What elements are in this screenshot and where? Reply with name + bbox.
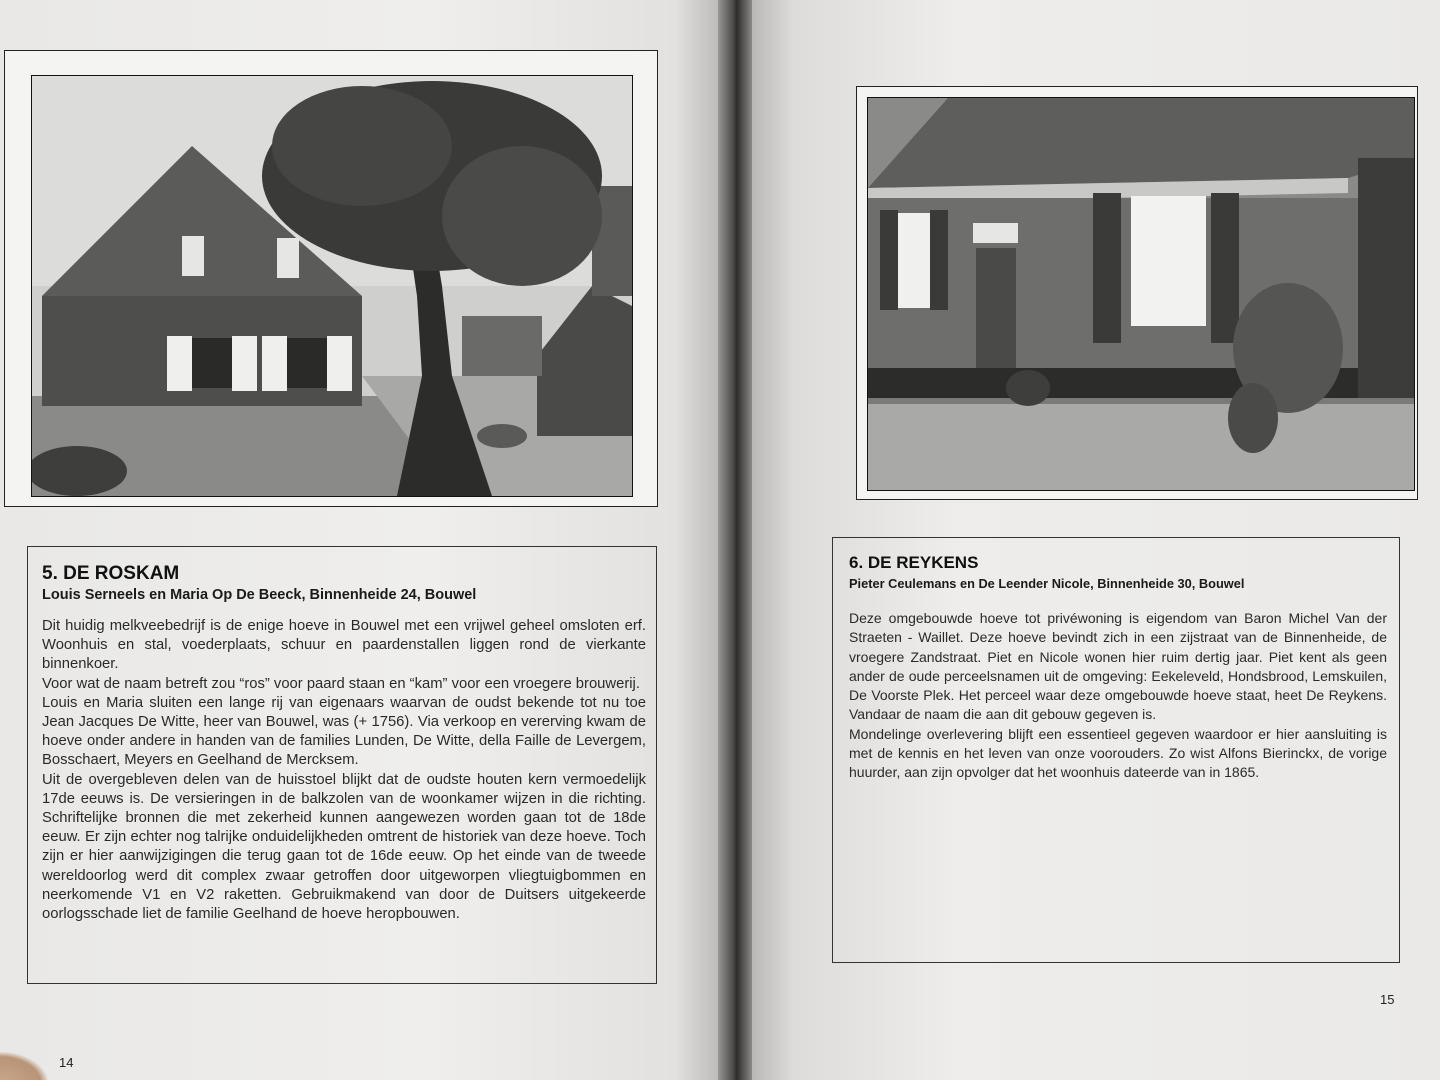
section-subtitle: Pieter Ceulemans en De Leender Nicole, Binnenheide 30, Bouwel bbox=[849, 576, 1245, 591]
de-reykens-photo bbox=[867, 97, 1415, 491]
left-page bbox=[0, 0, 718, 1080]
right-page bbox=[752, 0, 1440, 1080]
book-gutter bbox=[718, 0, 752, 1080]
de-reykens-photo-image bbox=[868, 98, 1414, 490]
de-roskam-text-box bbox=[27, 546, 657, 984]
de-roskam-photo bbox=[31, 75, 633, 497]
section-body bbox=[42, 617, 646, 924]
right-photo-frame bbox=[856, 86, 1418, 500]
left-photo-frame bbox=[4, 50, 658, 507]
section-title: 6. DE REYKENS bbox=[849, 553, 979, 572]
thumb bbox=[0, 1052, 48, 1080]
de-reykens-text-box bbox=[832, 537, 1400, 963]
paragraph: Uit de overgebleven delen van de huisstoel blijkt dat de oudste houten kern vermoedelijk 17de eeuws is. De versieringen in de balkzolen van de woonkamer wijzen in die richting. Schriftelijke bronnen die met zekerheid kunnen aangewezen worden gaan tot de 18de eeuw. Er zijn echter nog talrijke onduidelijkheden omtrent de historiek van deze hoeve. Toch zijn er hier aanwijzigingen die terug gaan tot de 16de eeuw. Op het einde van de tweede wereldoorlog werd dit complex zwaar getroffen door uitgeworpen vliegtuigbommen en neerkomende V1 en V2 raketten. Gebruikmakend van door de Duitsers uitgekeerde oorlogsschade liet de familie Geelhand de hoeve heropbouwen. bbox=[42, 771, 646, 923]
section-body bbox=[849, 609, 1387, 783]
page-number-right: 15 bbox=[1380, 992, 1395, 1007]
page-number-left: 14 bbox=[59, 1055, 74, 1070]
paragraph: Mondelinge overlevering blijft een essentieel gegeven waardoor er hier aansluiting is met de kennis en het leven van onze voorouders. Zo wist Alfons Bierinckx, de vorige huurder, aan zijn opvolger dat het woonhuis dateerde van in 1865. bbox=[849, 725, 1387, 781]
section-title: 5. DE ROSKAM bbox=[42, 563, 180, 584]
de-roskam-photo-image bbox=[32, 76, 632, 496]
paragraph: Deze omgebouwde hoeve tot privéwoning is eigendom van Baron Michel Van der Straeten - Waillet. Deze hoeve bevindt zich in een zijstraat van de Binnenheide, de vroegere Zandstraat. Piet en Nicole wonen hier ruim dertig jaar. Piet kent als geen ander de oude perceelsnamen uit de omgeving: Eekeleveld, Hondsbrood, Lemskuilen, De Voorste Plek. Het perceel waar deze omgebouwde hoeve staat, heet De Reykens. Vandaar de naam die aan dit gebouw gegeven is. bbox=[849, 610, 1387, 723]
section-subtitle: Louis Serneels en Maria Op De Beeck, Binnenheide 24, Bouwel bbox=[42, 587, 477, 603]
paragraph: Voor wat de naam betreft zou “ros” voor paard staan en “kam” voor een vroegere brouwerij. bbox=[42, 675, 640, 692]
paragraph: Dit huidig melkveebedrijf is de enige hoeve in Bouwel met een vrijwel geheel omsloten erf. Woonhuis en stal, voederplaats, schuur en paardenstallen liggen rond de vierkante binnenkoer. bbox=[42, 618, 646, 673]
paragraph: Louis en Maria sluiten een lange rij van eigenaars waarvan de oudst bekende tot nu toe Jean Jacques De Witte, heer van Bouwel, was (+ 1756). Via verkoop en vererving kwam de hoeve onder andere in handen van de families Lunden, De Witte, della Faille de Levergem, Bosschaert, Meyers en Geelhand de Mercksem. bbox=[42, 694, 646, 769]
